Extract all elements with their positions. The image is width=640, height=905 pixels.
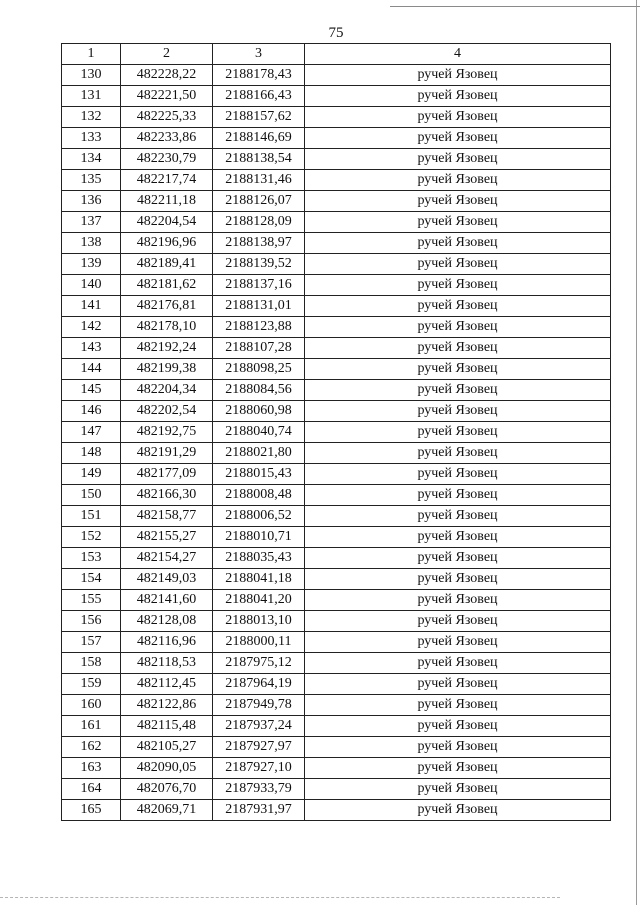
cell-point-number: 163 bbox=[62, 758, 121, 779]
table-row bbox=[62, 758, 611, 779]
cell-description: ручей Язовец bbox=[305, 107, 611, 128]
cell-point-number: 155 bbox=[62, 590, 121, 611]
cell-point-number: 147 bbox=[62, 422, 121, 443]
cell-point-number: 139 bbox=[62, 254, 121, 275]
cell-point-number: 140 bbox=[62, 275, 121, 296]
cell-x-coordinate: 482217,74 bbox=[121, 170, 213, 191]
cell-y-coordinate: 2188040,74 bbox=[213, 422, 305, 443]
table-row bbox=[62, 632, 611, 653]
cell-description: ручей Язовец bbox=[305, 695, 611, 716]
cell-point-number: 130 bbox=[62, 65, 121, 86]
cell-description: ручей Язовец bbox=[305, 149, 611, 170]
cell-x-coordinate: 482155,27 bbox=[121, 527, 213, 548]
cell-description: ручей Язовец bbox=[305, 569, 611, 590]
cell-description: ручей Язовец bbox=[305, 485, 611, 506]
cell-point-number: 162 bbox=[62, 737, 121, 758]
cell-x-coordinate: 482158,77 bbox=[121, 506, 213, 527]
coordinates-table bbox=[61, 43, 611, 821]
cell-point-number: 134 bbox=[62, 149, 121, 170]
cell-point-number: 141 bbox=[62, 296, 121, 317]
cell-y-coordinate: 2188041,20 bbox=[213, 590, 305, 611]
cell-y-coordinate: 2188084,56 bbox=[213, 380, 305, 401]
cell-x-coordinate: 482192,24 bbox=[121, 338, 213, 359]
table-row bbox=[62, 233, 611, 254]
cell-point-number: 135 bbox=[62, 170, 121, 191]
table-row bbox=[62, 191, 611, 212]
cell-point-number: 137 bbox=[62, 212, 121, 233]
cell-point-number: 148 bbox=[62, 443, 121, 464]
table-row bbox=[62, 695, 611, 716]
cell-point-number: 156 bbox=[62, 611, 121, 632]
cell-x-coordinate: 482149,03 bbox=[121, 569, 213, 590]
cell-x-coordinate: 482090,05 bbox=[121, 758, 213, 779]
table-row bbox=[62, 107, 611, 128]
cell-point-number: 136 bbox=[62, 191, 121, 212]
cell-y-coordinate: 2187933,79 bbox=[213, 779, 305, 800]
table-row bbox=[62, 380, 611, 401]
cell-x-coordinate: 482141,60 bbox=[121, 590, 213, 611]
cell-y-coordinate: 2188010,71 bbox=[213, 527, 305, 548]
cell-description: ручей Язовец bbox=[305, 254, 611, 275]
table-row bbox=[62, 548, 611, 569]
cell-description: ручей Язовец bbox=[305, 464, 611, 485]
cell-y-coordinate: 2187927,97 bbox=[213, 737, 305, 758]
cell-description: ручей Язовец bbox=[305, 233, 611, 254]
cell-y-coordinate: 2188000,11 bbox=[213, 632, 305, 653]
table-row bbox=[62, 212, 611, 233]
table-row bbox=[62, 65, 611, 86]
cell-x-coordinate: 482199,38 bbox=[121, 359, 213, 380]
cell-x-coordinate: 482122,86 bbox=[121, 695, 213, 716]
table-row bbox=[62, 737, 611, 758]
cell-point-number: 153 bbox=[62, 548, 121, 569]
table-row bbox=[62, 611, 611, 632]
table-row bbox=[62, 149, 611, 170]
cell-y-coordinate: 2188021,80 bbox=[213, 443, 305, 464]
table-row bbox=[62, 506, 611, 527]
cell-description: ручей Язовец bbox=[305, 800, 611, 821]
cell-point-number: 150 bbox=[62, 485, 121, 506]
cell-point-number: 152 bbox=[62, 527, 121, 548]
cell-y-coordinate: 2188138,97 bbox=[213, 233, 305, 254]
table-row bbox=[62, 422, 611, 443]
cell-y-coordinate: 2187949,78 bbox=[213, 695, 305, 716]
cell-point-number: 131 bbox=[62, 86, 121, 107]
cell-point-number: 154 bbox=[62, 569, 121, 590]
cell-x-coordinate: 482211,18 bbox=[121, 191, 213, 212]
cell-x-coordinate: 482166,30 bbox=[121, 485, 213, 506]
cell-y-coordinate: 2188131,46 bbox=[213, 170, 305, 191]
table-row bbox=[62, 317, 611, 338]
cell-description: ручей Язовец bbox=[305, 401, 611, 422]
table-row bbox=[62, 296, 611, 317]
cell-description: ручей Язовец bbox=[305, 548, 611, 569]
table-row bbox=[62, 359, 611, 380]
cell-point-number: 144 bbox=[62, 359, 121, 380]
table-row bbox=[62, 86, 611, 107]
table-row bbox=[62, 275, 611, 296]
cell-y-coordinate: 2187937,24 bbox=[213, 716, 305, 737]
cell-y-coordinate: 2187931,97 bbox=[213, 800, 305, 821]
cell-x-coordinate: 482178,10 bbox=[121, 317, 213, 338]
cell-point-number: 142 bbox=[62, 317, 121, 338]
cell-description: ручей Язовец bbox=[305, 443, 611, 464]
cell-point-number: 149 bbox=[62, 464, 121, 485]
cell-x-coordinate: 482115,48 bbox=[121, 716, 213, 737]
cell-point-number: 157 bbox=[62, 632, 121, 653]
cell-point-number: 164 bbox=[62, 779, 121, 800]
table-body bbox=[62, 65, 611, 821]
scan-edge-bottom bbox=[0, 897, 560, 899]
cell-y-coordinate: 2188060,98 bbox=[213, 401, 305, 422]
cell-x-coordinate: 482192,75 bbox=[121, 422, 213, 443]
cell-x-coordinate: 482196,96 bbox=[121, 233, 213, 254]
cell-description: ручей Язовец bbox=[305, 674, 611, 695]
table-row bbox=[62, 443, 611, 464]
cell-description: ручей Язовец bbox=[305, 590, 611, 611]
cell-description: ручей Язовец bbox=[305, 317, 611, 338]
table-row bbox=[62, 716, 611, 737]
cell-point-number: 158 bbox=[62, 653, 121, 674]
cell-description: ручей Язовец bbox=[305, 611, 611, 632]
table-row bbox=[62, 170, 611, 191]
cell-x-coordinate: 482189,41 bbox=[121, 254, 213, 275]
cell-y-coordinate: 2187927,10 bbox=[213, 758, 305, 779]
cell-y-coordinate: 2188166,43 bbox=[213, 86, 305, 107]
cell-point-number: 159 bbox=[62, 674, 121, 695]
table-row bbox=[62, 779, 611, 800]
cell-description: ручей Язовец bbox=[305, 632, 611, 653]
table-row bbox=[62, 653, 611, 674]
table-row bbox=[62, 527, 611, 548]
page-number: 75 bbox=[328, 25, 344, 41]
cell-point-number: 132 bbox=[62, 107, 121, 128]
table-row bbox=[62, 128, 611, 149]
cell-description: ручей Язовец bbox=[305, 65, 611, 86]
cell-y-coordinate: 2188035,43 bbox=[213, 548, 305, 569]
cell-point-number: 161 bbox=[62, 716, 121, 737]
cell-description: ручей Язовец bbox=[305, 779, 611, 800]
cell-x-coordinate: 482069,71 bbox=[121, 800, 213, 821]
table-row bbox=[62, 569, 611, 590]
cell-x-coordinate: 482128,08 bbox=[121, 611, 213, 632]
scan-edge-top bbox=[390, 6, 640, 7]
cell-description: ручей Язовец bbox=[305, 758, 611, 779]
cell-description: ручей Язовец bbox=[305, 737, 611, 758]
cell-description: ручей Язовец bbox=[305, 380, 611, 401]
cell-description: ручей Язовец bbox=[305, 422, 611, 443]
cell-x-coordinate: 482112,45 bbox=[121, 674, 213, 695]
cell-y-coordinate: 2188137,16 bbox=[213, 275, 305, 296]
cell-y-coordinate: 2188139,52 bbox=[213, 254, 305, 275]
table-row bbox=[62, 485, 611, 506]
cell-y-coordinate: 2188008,48 bbox=[213, 485, 305, 506]
cell-y-coordinate: 2188157,62 bbox=[213, 107, 305, 128]
cell-y-coordinate: 2188146,69 bbox=[213, 128, 305, 149]
cell-description: ручей Язовец bbox=[305, 275, 611, 296]
table-row bbox=[62, 464, 611, 485]
header-point-number: 1 bbox=[62, 44, 121, 65]
cell-x-coordinate: 482191,29 bbox=[121, 443, 213, 464]
table-row bbox=[62, 254, 611, 275]
cell-point-number: 145 bbox=[62, 380, 121, 401]
cell-y-coordinate: 2188107,28 bbox=[213, 338, 305, 359]
cell-description: ручей Язовец bbox=[305, 212, 611, 233]
cell-description: ручей Язовец bbox=[305, 527, 611, 548]
table-row bbox=[62, 401, 611, 422]
cell-x-coordinate: 482181,62 bbox=[121, 275, 213, 296]
cell-description: ручей Язовец bbox=[305, 653, 611, 674]
cell-point-number: 165 bbox=[62, 800, 121, 821]
cell-point-number: 146 bbox=[62, 401, 121, 422]
cell-x-coordinate: 482204,34 bbox=[121, 380, 213, 401]
cell-y-coordinate: 2188015,43 bbox=[213, 464, 305, 485]
cell-y-coordinate: 2188178,43 bbox=[213, 65, 305, 86]
cell-y-coordinate: 2188006,52 bbox=[213, 506, 305, 527]
cell-description: ручей Язовец bbox=[305, 338, 611, 359]
cell-x-coordinate: 482225,33 bbox=[121, 107, 213, 128]
cell-x-coordinate: 482177,09 bbox=[121, 464, 213, 485]
cell-description: ручей Язовец bbox=[305, 296, 611, 317]
cell-description: ручей Язовец bbox=[305, 359, 611, 380]
cell-y-coordinate: 2188126,07 bbox=[213, 191, 305, 212]
header-x-coordinate: 2 bbox=[121, 44, 213, 65]
cell-x-coordinate: 482221,50 bbox=[121, 86, 213, 107]
cell-point-number: 133 bbox=[62, 128, 121, 149]
cell-point-number: 143 bbox=[62, 338, 121, 359]
table-row bbox=[62, 674, 611, 695]
table-row bbox=[62, 590, 611, 611]
cell-y-coordinate: 2188128,09 bbox=[213, 212, 305, 233]
table-row bbox=[62, 800, 611, 821]
cell-x-coordinate: 482154,27 bbox=[121, 548, 213, 569]
header-y-coordinate: 3 bbox=[213, 44, 305, 65]
table-header-row bbox=[62, 44, 611, 65]
table-row bbox=[62, 338, 611, 359]
cell-x-coordinate: 482105,27 bbox=[121, 737, 213, 758]
cell-y-coordinate: 2188041,18 bbox=[213, 569, 305, 590]
cell-x-coordinate: 482230,79 bbox=[121, 149, 213, 170]
cell-y-coordinate: 2187964,19 bbox=[213, 674, 305, 695]
cell-x-coordinate: 482228,22 bbox=[121, 65, 213, 86]
cell-description: ручей Язовец bbox=[305, 86, 611, 107]
cell-description: ручей Язовец bbox=[305, 716, 611, 737]
cell-x-coordinate: 482202,54 bbox=[121, 401, 213, 422]
cell-x-coordinate: 482118,53 bbox=[121, 653, 213, 674]
cell-y-coordinate: 2188123,88 bbox=[213, 317, 305, 338]
cell-x-coordinate: 482076,70 bbox=[121, 779, 213, 800]
cell-y-coordinate: 2188013,10 bbox=[213, 611, 305, 632]
cell-description: ручей Язовец bbox=[305, 506, 611, 527]
cell-y-coordinate: 2188138,54 bbox=[213, 149, 305, 170]
cell-x-coordinate: 482176,81 bbox=[121, 296, 213, 317]
cell-point-number: 160 bbox=[62, 695, 121, 716]
cell-x-coordinate: 482233,86 bbox=[121, 128, 213, 149]
cell-description: ручей Язовец bbox=[305, 170, 611, 191]
cell-description: ручей Язовец bbox=[305, 128, 611, 149]
cell-point-number: 151 bbox=[62, 506, 121, 527]
cell-y-coordinate: 2188131,01 bbox=[213, 296, 305, 317]
scan-edge-right bbox=[636, 0, 637, 905]
cell-x-coordinate: 482204,54 bbox=[121, 212, 213, 233]
cell-description: ручей Язовец bbox=[305, 191, 611, 212]
cell-y-coordinate: 2188098,25 bbox=[213, 359, 305, 380]
cell-x-coordinate: 482116,96 bbox=[121, 632, 213, 653]
cell-y-coordinate: 2187975,12 bbox=[213, 653, 305, 674]
header-description: 4 bbox=[305, 44, 611, 65]
cell-point-number: 138 bbox=[62, 233, 121, 254]
